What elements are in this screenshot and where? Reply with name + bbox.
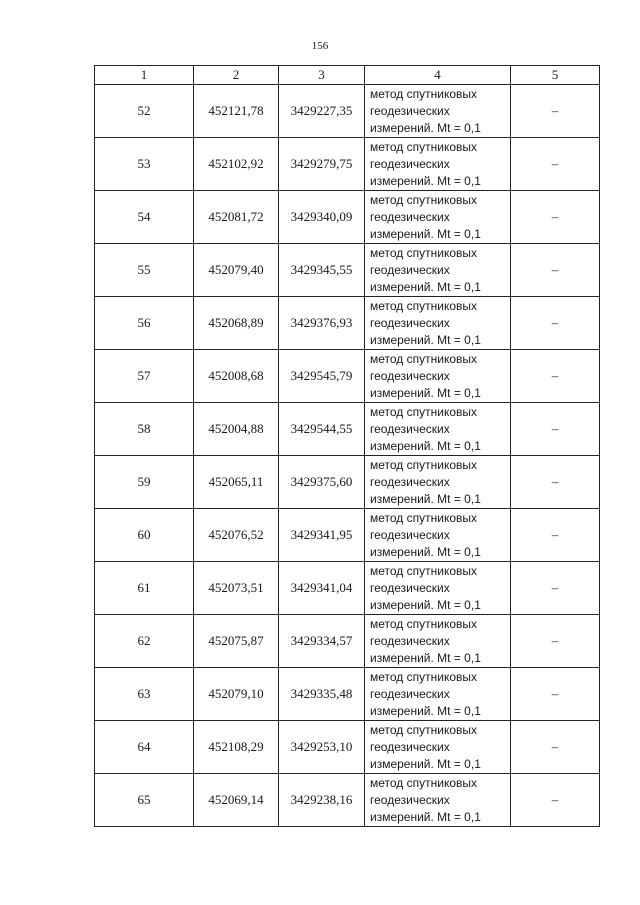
method-cell: [365, 668, 511, 721]
point-number-cell: 62: [95, 615, 194, 668]
x-coordinate-cell: 452121,78: [194, 85, 279, 138]
header-row: [95, 66, 600, 85]
table-body: [95, 85, 600, 827]
point-number-cell: 60: [95, 509, 194, 562]
x-coordinate-cell: 452076,52: [194, 509, 279, 562]
table-row: [95, 456, 600, 509]
point-number-cell: 54: [95, 191, 194, 244]
dash-cell: –: [511, 615, 600, 668]
header-col-1: 1: [95, 66, 194, 85]
table-row: [95, 615, 600, 668]
method-cell: [365, 456, 511, 509]
method-line: геодезических: [370, 209, 450, 224]
dash-cell: –: [511, 244, 600, 297]
method-line: метод спутниковых: [370, 669, 478, 684]
method-line: измерений. Mt = 0,1: [370, 491, 481, 506]
method-line: геодезических: [370, 739, 450, 754]
table-row: [95, 85, 600, 138]
method-line: метод спутниковых: [370, 563, 478, 578]
x-coordinate-cell: 452079,40: [194, 244, 279, 297]
table-row: [95, 244, 600, 297]
x-coordinate-cell: 452102,92: [194, 138, 279, 191]
y-coordinate-cell: 3429253,10: [279, 721, 365, 774]
method-line: геодезических: [370, 368, 450, 383]
point-number-cell: 61: [95, 562, 194, 615]
y-coordinate-cell: 3429376,93: [279, 297, 365, 350]
dash-cell: –: [511, 138, 600, 191]
method-line: метод спутниковых: [370, 404, 478, 419]
x-coordinate-cell: 452004,88: [194, 403, 279, 456]
method-line: измерений. Mt = 0,1: [370, 650, 481, 665]
method-line: измерений. Mt = 0,1: [370, 597, 481, 612]
y-coordinate-cell: 3429345,55: [279, 244, 365, 297]
method-line: измерений. Mt = 0,1: [370, 438, 481, 453]
method-cell: [365, 615, 511, 668]
method-line: геодезических: [370, 103, 450, 118]
x-coordinate-cell: 452068,89: [194, 297, 279, 350]
method-cell: [365, 138, 511, 191]
method-line: геодезических: [370, 315, 450, 330]
method-line: измерений. Mt = 0,1: [370, 544, 481, 559]
x-coordinate-cell: 452081,72: [194, 191, 279, 244]
method-line: метод спутниковых: [370, 192, 478, 207]
method-line: метод спутниковых: [370, 351, 478, 366]
method-line: геодезических: [370, 156, 450, 171]
x-coordinate-cell: 452065,11: [194, 456, 279, 509]
method-line: метод спутниковых: [370, 510, 478, 525]
method-cell: [365, 297, 511, 350]
point-number-cell: 64: [95, 721, 194, 774]
method-line: измерений. Mt = 0,1: [370, 703, 481, 718]
method-line: измерений. Mt = 0,1: [370, 809, 481, 824]
header-col-2: 2: [194, 66, 279, 85]
method-line: измерений. Mt = 0,1: [370, 332, 481, 347]
dash-cell: –: [511, 774, 600, 827]
header-col-3: 3: [279, 66, 365, 85]
y-coordinate-cell: 3429334,57: [279, 615, 365, 668]
method-line: измерений. Mt = 0,1: [370, 120, 481, 135]
dash-cell: –: [511, 668, 600, 721]
method-cell: [365, 85, 511, 138]
x-coordinate-cell: 452079,10: [194, 668, 279, 721]
point-number-cell: 57: [95, 350, 194, 403]
page-number: 156: [311, 40, 329, 52]
dash-cell: –: [511, 509, 600, 562]
table-row: [95, 562, 600, 615]
table-row: [95, 191, 600, 244]
table-row: [95, 138, 600, 191]
x-coordinate-cell: 452069,14: [194, 774, 279, 827]
method-cell: [365, 774, 511, 827]
table-row: [95, 403, 600, 456]
y-coordinate-cell: 3429544,55: [279, 403, 365, 456]
x-coordinate-cell: 452073,51: [194, 562, 279, 615]
method-cell: [365, 562, 511, 615]
dash-cell: –: [511, 721, 600, 774]
point-number-cell: 56: [95, 297, 194, 350]
y-coordinate-cell: 3429227,35: [279, 85, 365, 138]
table-row: [95, 721, 600, 774]
y-coordinate-cell: 3429340,09: [279, 191, 365, 244]
method-cell: [365, 244, 511, 297]
method-line: измерений. Mt = 0,1: [370, 385, 481, 400]
method-cell: [365, 191, 511, 244]
point-number-cell: 65: [95, 774, 194, 827]
y-coordinate-cell: 3429341,04: [279, 562, 365, 615]
method-line: метод спутниковых: [370, 457, 478, 472]
method-line: геодезических: [370, 633, 450, 648]
coordinates-table: [94, 65, 600, 827]
method-line: геодезических: [370, 686, 450, 701]
table-row: [95, 297, 600, 350]
header-col-5: 5: [511, 66, 600, 85]
method-cell: [365, 509, 511, 562]
method-line: геодезических: [370, 474, 450, 489]
method-line: метод спутниковых: [370, 616, 478, 631]
method-line: геодезических: [370, 421, 450, 436]
method-line: измерений. Mt = 0,1: [370, 226, 481, 241]
method-line: метод спутниковых: [370, 775, 478, 790]
dash-cell: –: [511, 85, 600, 138]
method-cell: [365, 721, 511, 774]
point-number-cell: 63: [95, 668, 194, 721]
point-number-cell: 59: [95, 456, 194, 509]
x-coordinate-cell: 452008,68: [194, 350, 279, 403]
method-line: метод спутниковых: [370, 245, 478, 260]
point-number-cell: 53: [95, 138, 194, 191]
point-number-cell: 58: [95, 403, 194, 456]
header-col-4: 4: [365, 66, 511, 85]
y-coordinate-cell: 3429341,95: [279, 509, 365, 562]
y-coordinate-cell: 3429545,79: [279, 350, 365, 403]
method-line: геодезических: [370, 262, 450, 277]
method-line: измерений. Mt = 0,1: [370, 173, 481, 188]
method-line: метод спутниковых: [370, 86, 478, 101]
y-coordinate-cell: 3429335,48: [279, 668, 365, 721]
dash-cell: –: [511, 562, 600, 615]
table-row: [95, 774, 600, 827]
x-coordinate-cell: 452108,29: [194, 721, 279, 774]
dash-cell: –: [511, 456, 600, 509]
method-line: измерений. Mt = 0,1: [370, 756, 481, 771]
y-coordinate-cell: 3429375,60: [279, 456, 365, 509]
table-row: [95, 668, 600, 721]
x-coordinate-cell: 452075,87: [194, 615, 279, 668]
method-line: измерений. Mt = 0,1: [370, 279, 481, 294]
method-cell: [365, 403, 511, 456]
method-line: метод спутниковых: [370, 722, 478, 737]
dash-cell: –: [511, 403, 600, 456]
method-line: геодезических: [370, 580, 450, 595]
method-line: геодезических: [370, 527, 450, 542]
dash-cell: –: [511, 297, 600, 350]
table-row: [95, 350, 600, 403]
point-number-cell: 55: [95, 244, 194, 297]
y-coordinate-cell: 3429238,16: [279, 774, 365, 827]
point-number-cell: 52: [95, 85, 194, 138]
method-cell: [365, 350, 511, 403]
method-line: метод спутниковых: [370, 139, 478, 154]
dash-cell: –: [511, 191, 600, 244]
method-line: геодезических: [370, 792, 450, 807]
table-row: [95, 509, 600, 562]
y-coordinate-cell: 3429279,75: [279, 138, 365, 191]
dash-cell: –: [511, 350, 600, 403]
method-line: метод спутниковых: [370, 298, 478, 313]
